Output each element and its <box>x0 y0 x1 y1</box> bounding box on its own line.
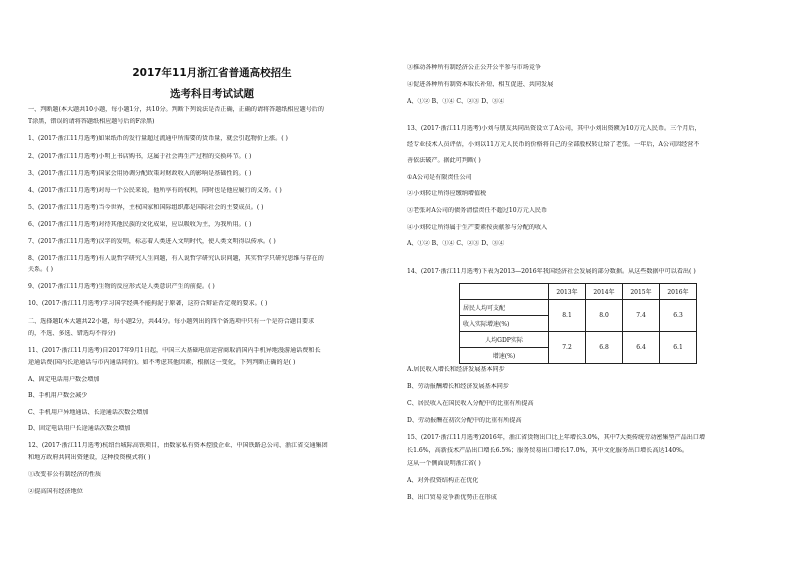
question-15-option-b: B、出口贸易竞争新优势正在形成 <box>407 494 497 501</box>
data-table <box>459 283 697 364</box>
table-row-label-line: 收入实际增速(%) <box>463 321 510 328</box>
question-12-item-2: ②提高国有经济地位 <box>28 488 83 495</box>
table-corner-cell <box>460 284 549 300</box>
section-2-instruction: 二、选择题Ⅰ(本大题共22小题，每小题2分，共44分。每小题列出的四个备选项中只有一个是符合题目要求 <box>28 318 315 325</box>
question-14-option-a: A.居民收入增长和经济发展基本同步 <box>407 366 505 373</box>
question-14-option-b: B、劳动报酬增长和经济发展基本同步 <box>407 383 509 390</box>
question-15: 15、(2017·浙江11月选考)2016年，浙江省货物出口比上年增长3.0%，其中7大类传统劳动密集型产品出口增 <box>407 434 706 441</box>
question-15-cont-2: 这从一个侧面说明浙江省( ) <box>407 460 481 467</box>
table-cell: 8.1 <box>549 300 586 332</box>
table-header-cell: 2013年 <box>549 284 586 300</box>
table-cell: 7.2 <box>549 332 586 364</box>
question-12-options: A、①② B、①④ C、②③ D、③④ <box>407 98 505 105</box>
question-13-cont-1: 经专业技术人员评估，小刘以11万元人民币的价格将自己的全部股权转让给了老张。一年后，A公司因经营不 <box>407 141 700 148</box>
question-9: 9、(2017·浙江11月选考)生物的反应形式是人类意识产生的前提。( ) <box>28 283 215 290</box>
question-2: 2、(2017·浙江11月选考)小明上书店购书，这属于社会再生产过程的交换环节。( ) <box>28 153 252 160</box>
question-12-cont: 和地方政府共同出资建设，这种投资模式将( ) <box>28 454 151 461</box>
question-13-item-3: ③老张对A公司的债务清偿责任不超过10万元人民币 <box>407 207 548 214</box>
question-8-cont: 关系。( ) <box>28 266 53 273</box>
table-cell: 6.4 <box>623 332 660 364</box>
table-row-label-line: 增速(%) <box>492 353 516 360</box>
question-12: 12、(2017·浙江11月选考)杭绍台城际高铁项目，由数家私有资本控股企业、中国铁路总公司、浙江省交通集团 <box>28 442 328 449</box>
table-row <box>460 300 697 316</box>
question-15-cont-1: 长1.6%，高新技术产品出口增长6.5%；服务贸易出口增长17.0%，其中文化服务出口增长高达140%。 <box>407 447 689 454</box>
section-2-instruction-cont: 的，不选、多选、错选均不得分) <box>28 330 116 337</box>
question-12-item-4: ④促进各种所有制资本取长补短、相互促进、共同发展 <box>407 81 554 88</box>
question-12-item-1: ①改变非公有制经济的性质 <box>28 471 102 478</box>
question-6: 6、(2017·浙江11月选考)对待其他民族的文化成果，应以吸收为主，为我所用。( ) <box>28 221 252 228</box>
question-14: 14、(2017·浙江11月选考)下表为2013—2016年我国经济社会发展的部分数据。从这些数据中可以看出( ) <box>407 268 696 275</box>
section-1-instruction-cont: T涂黑，错误的请将答题纸相应题号后的F涂黑) <box>28 118 155 125</box>
question-13: 13、(2017·浙江11月选考)小刘与朋友共同出资设立了A公司，其中小刘出资额为10万元人民币。三个月后， <box>407 125 701 132</box>
table-cell: 6.8 <box>586 332 623 364</box>
table-row <box>460 332 697 348</box>
question-11-option-a: A、固定电话用户数会增加 <box>28 376 100 383</box>
page-subtitle: 选考科目考试试题 <box>170 88 254 100</box>
table-row-label <box>460 332 549 348</box>
table-row-label-line: 人均GDP实际 <box>485 337 523 344</box>
table-row-label-line: 居民人均可支配 <box>463 305 506 312</box>
question-5: 5、(2017·浙江11月选考)当今世界，主权国家和国际组织都是国际社会的主要成员。( ) <box>28 204 264 211</box>
question-13-options: A、①② B、①④ C、②③ D、③④ <box>407 240 505 247</box>
table-cell: 8.0 <box>586 300 623 332</box>
question-13-item-1: ①A公司是有限责任公司 <box>407 174 472 181</box>
table-row-label <box>460 300 549 316</box>
question-11-option-c: C、手机用户异地通话、长途通话次数会增加 <box>28 409 149 416</box>
question-8: 8、(2017·浙江11月选考)有人说哲学研究人生问题，有人说哲学研究认识问题，其实哲学只研究思维与存在的 <box>28 255 324 262</box>
table-cell: 6.1 <box>660 332 697 364</box>
question-13-item-4: ④小刘转让所得属于生产要素按贡献参与分配的收入 <box>407 224 548 231</box>
table-header-cell: 2014年 <box>586 284 623 300</box>
question-11-option-b: B、手机用户数会减少 <box>28 392 88 399</box>
question-14-option-c: C、居民收入在国民收入分配中的比重有所提高 <box>407 400 534 407</box>
question-10: 10、(2017·浙江11月选考)学习国学经典不能拘泥于原著，这符合辩证否定观的要求。( ) <box>28 300 268 307</box>
table-header-cell: 2015年 <box>623 284 660 300</box>
question-11-option-d: D、固定电话用户长途通话次数会增加 <box>28 425 131 432</box>
question-3: 3、(2017·浙江11月选考)国家会用协调分配政策对财政收入的影响是基础性的。( ) <box>28 170 252 177</box>
table-header-cell: 2016年 <box>660 284 697 300</box>
table-row-label <box>460 316 549 332</box>
table-cell: 6.3 <box>660 300 697 332</box>
table-row-label <box>460 348 549 364</box>
question-13-cont-2: 善依法破产。据此可判断( ) <box>407 157 481 164</box>
question-12-item-3: ③推动各种所有制经济公正公开公平参与市场竞争 <box>407 64 542 71</box>
table-header-row <box>460 284 697 300</box>
question-15-option-a: A、对外投资结构正在优化 <box>407 477 479 484</box>
table-cell: 7.4 <box>623 300 660 332</box>
question-11: 11、(2017·浙江11月选考)自2017年9月1日起，中国三大基础电信运营商取消国内手机异地漫游通话费和长 <box>28 347 321 354</box>
question-4: 4、(2017·浙江11月选考)对每一个公民来说，他所享有的权利，同时也是他应履行的义务。( ) <box>28 187 282 194</box>
question-7: 7、(2017·浙江11月选考)汉字的发明，标志着人类进入文明时代，使人类文明得以传承。( ) <box>28 238 276 245</box>
question-13-item-2: ②小刘转让所得应缴纳增值税 <box>407 190 487 197</box>
section-1-instruction: 一、判断题(本大题共10小题，每小题1分，共10分。判断下列说法是否正确，正确的请将答题纸相应题号后的 <box>28 106 324 113</box>
question-1: 1、(2017·浙江11月选考)如果纸币的发行量超过流通中所需要的货币量，就会引起物价上涨。( ) <box>28 135 288 142</box>
page-title: 2017年11月浙江省普通高校招生 <box>132 67 292 79</box>
question-14-option-d: D、劳动报酬在初次分配中的比重有所提高 <box>407 417 522 424</box>
question-11-cont: 途通话费(国内长途通话与市内通话同价)。如不考虑其他因素，根据这一变化，下列判断正确的是( ) <box>28 359 296 366</box>
